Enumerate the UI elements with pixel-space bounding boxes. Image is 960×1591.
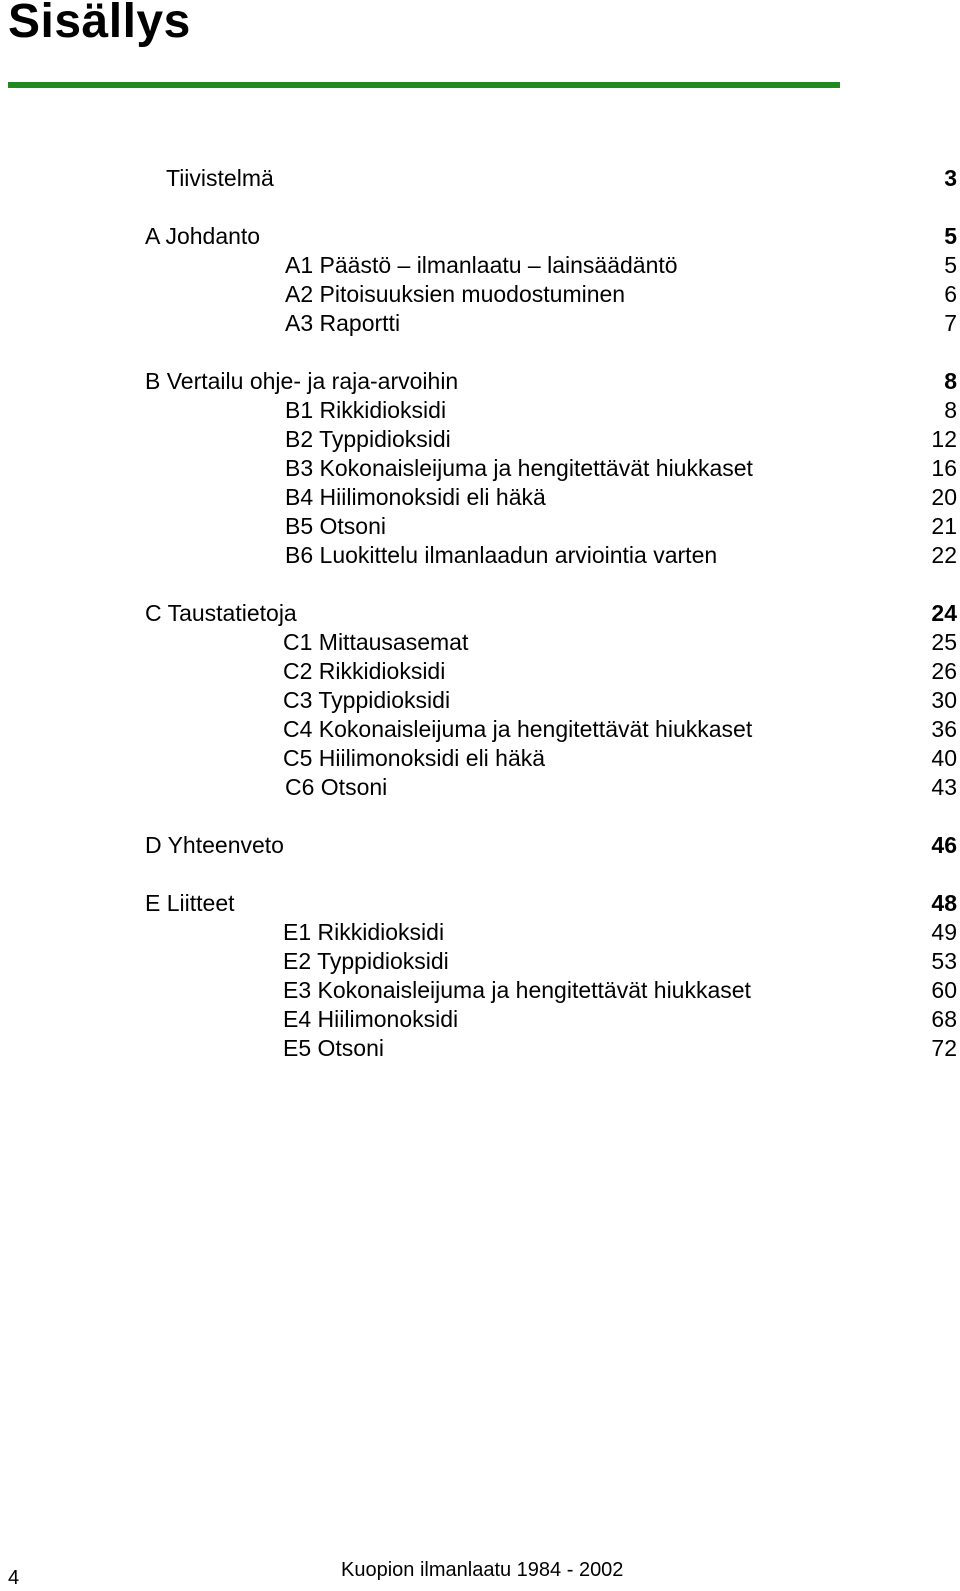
toc-entry[interactable]: [0, 918, 960, 947]
toc-entry-page: 43: [931, 774, 957, 800]
toc-entry-label: E Liitteet: [145, 890, 235, 916]
toc-entry[interactable]: [0, 164, 960, 193]
toc-entry[interactable]: [0, 309, 960, 338]
toc-entry-label: B5 Otsoni: [285, 513, 386, 539]
toc-entry[interactable]: [0, 744, 960, 773]
toc-entry-page: 68: [931, 1006, 957, 1032]
toc-entry-page: 16: [931, 455, 957, 481]
toc-entry-label: C6 Otsoni: [285, 774, 388, 800]
toc-entry-label: B1 Rikkidioksidi: [285, 397, 447, 423]
toc-entry-label: E5 Otsoni: [283, 1035, 384, 1061]
toc-entry[interactable]: [0, 454, 960, 483]
toc-entry[interactable]: [0, 425, 960, 454]
toc-entry[interactable]: [0, 367, 960, 396]
toc-entry[interactable]: [0, 686, 960, 715]
toc-entry-page: 25: [931, 629, 957, 655]
toc-entry-label: E2 Typpidioksidi: [283, 948, 449, 974]
toc-entry-label: B6 Luokittelu ilmanlaadun arviointia varten: [285, 542, 718, 568]
toc-entry[interactable]: [0, 280, 960, 309]
footer-publication-title: Kuopion ilmanlaatu 1984 - 2002: [341, 1559, 624, 1581]
toc-entry-label: C3 Typpidioksidi: [283, 687, 451, 713]
toc-entry-label: C2 Rikkidioksidi: [283, 658, 446, 684]
toc-entry[interactable]: [0, 396, 960, 425]
toc-entry-page: 72: [931, 1035, 957, 1061]
toc-entry-label: B3 Kokonaisleijuma ja hengitettävät hiukkaset: [285, 455, 753, 481]
toc-entry[interactable]: [0, 947, 960, 976]
toc-entry-page: 5: [944, 252, 957, 278]
toc-entry[interactable]: [0, 976, 960, 1005]
toc-entry[interactable]: [0, 541, 960, 570]
toc-entry-label: C Taustatietoja: [145, 600, 297, 626]
toc-entry-page: 5: [944, 223, 957, 249]
toc-entry-label: B2 Typpidioksidi: [285, 426, 451, 452]
toc-entry-page: 20: [931, 484, 957, 510]
toc-entry[interactable]: [0, 599, 960, 628]
toc-entry[interactable]: [0, 657, 960, 686]
toc-entry-page: 7: [944, 310, 957, 336]
toc-entry-page: 60: [931, 977, 957, 1003]
toc-entry-label: A3 Raportti: [285, 310, 401, 336]
toc-entry[interactable]: [0, 512, 960, 541]
toc-entry-page: 26: [931, 658, 957, 684]
toc-entry-label: Tiivistelmä: [166, 165, 274, 191]
toc-entry-page: 8: [944, 368, 957, 394]
page-title: Sisällys: [8, 0, 191, 48]
toc-entry-page: 3: [944, 165, 957, 191]
toc-entry-label: C5 Hiilimonoksidi eli häkä: [283, 745, 546, 771]
toc-entry-label: C4 Kokonaisleijuma ja hengitettävät hiukkaset: [283, 716, 753, 742]
toc-entry[interactable]: [0, 715, 960, 744]
title-divider: [8, 82, 840, 88]
toc-entry-label: E4 Hiilimonoksidi: [283, 1006, 459, 1032]
toc-entry-page: 48: [931, 890, 957, 916]
toc-entry-page: 6: [944, 281, 957, 307]
toc-entry-page: 36: [931, 716, 957, 742]
toc-entry-page: 49: [931, 919, 957, 945]
toc-entry-label: B4 Hiilimonoksidi eli häkä: [285, 484, 546, 510]
toc-entry[interactable]: [0, 889, 960, 918]
toc-entry-page: 22: [931, 542, 957, 568]
toc-entry-page: 46: [931, 832, 957, 858]
toc-entry-page: 12: [931, 426, 957, 452]
footer-page-number: 4: [8, 1567, 20, 1589]
toc-entry-label: C1 Mittausasemat: [283, 629, 469, 655]
toc-entry-label: B Vertailu ohje- ja raja-arvoihin: [145, 368, 459, 394]
toc-entry[interactable]: [0, 831, 960, 860]
toc-entry-label: E1 Rikkidioksidi: [283, 919, 445, 945]
toc-entry-page: 21: [931, 513, 957, 539]
toc-entry-label: E3 Kokonaisleijuma ja hengitettävät hiukkaset: [283, 977, 751, 1003]
toc-entry-label: D Yhteenveto: [145, 832, 284, 858]
toc-entry-label: A1 Päästö – ilmanlaatu – lainsäädäntö: [285, 252, 678, 278]
toc-entry-page: 40: [931, 745, 957, 771]
toc-entry-label: A Johdanto: [145, 223, 261, 249]
toc-entry-page: 24: [931, 600, 957, 626]
toc-entry-page: 53: [931, 948, 957, 974]
toc-entry[interactable]: [0, 628, 960, 657]
toc-entry-page: 30: [931, 687, 957, 713]
toc-entry-label: A2 Pitoisuuksien muodostuminen: [285, 281, 626, 307]
toc-entry[interactable]: [0, 1034, 960, 1063]
toc-entry[interactable]: [0, 1005, 960, 1034]
toc-entry[interactable]: [0, 483, 960, 512]
toc-entry[interactable]: [0, 251, 960, 280]
toc-entry[interactable]: [0, 222, 960, 251]
toc-entry[interactable]: [0, 773, 960, 802]
toc-entry-page: 8: [944, 397, 957, 423]
